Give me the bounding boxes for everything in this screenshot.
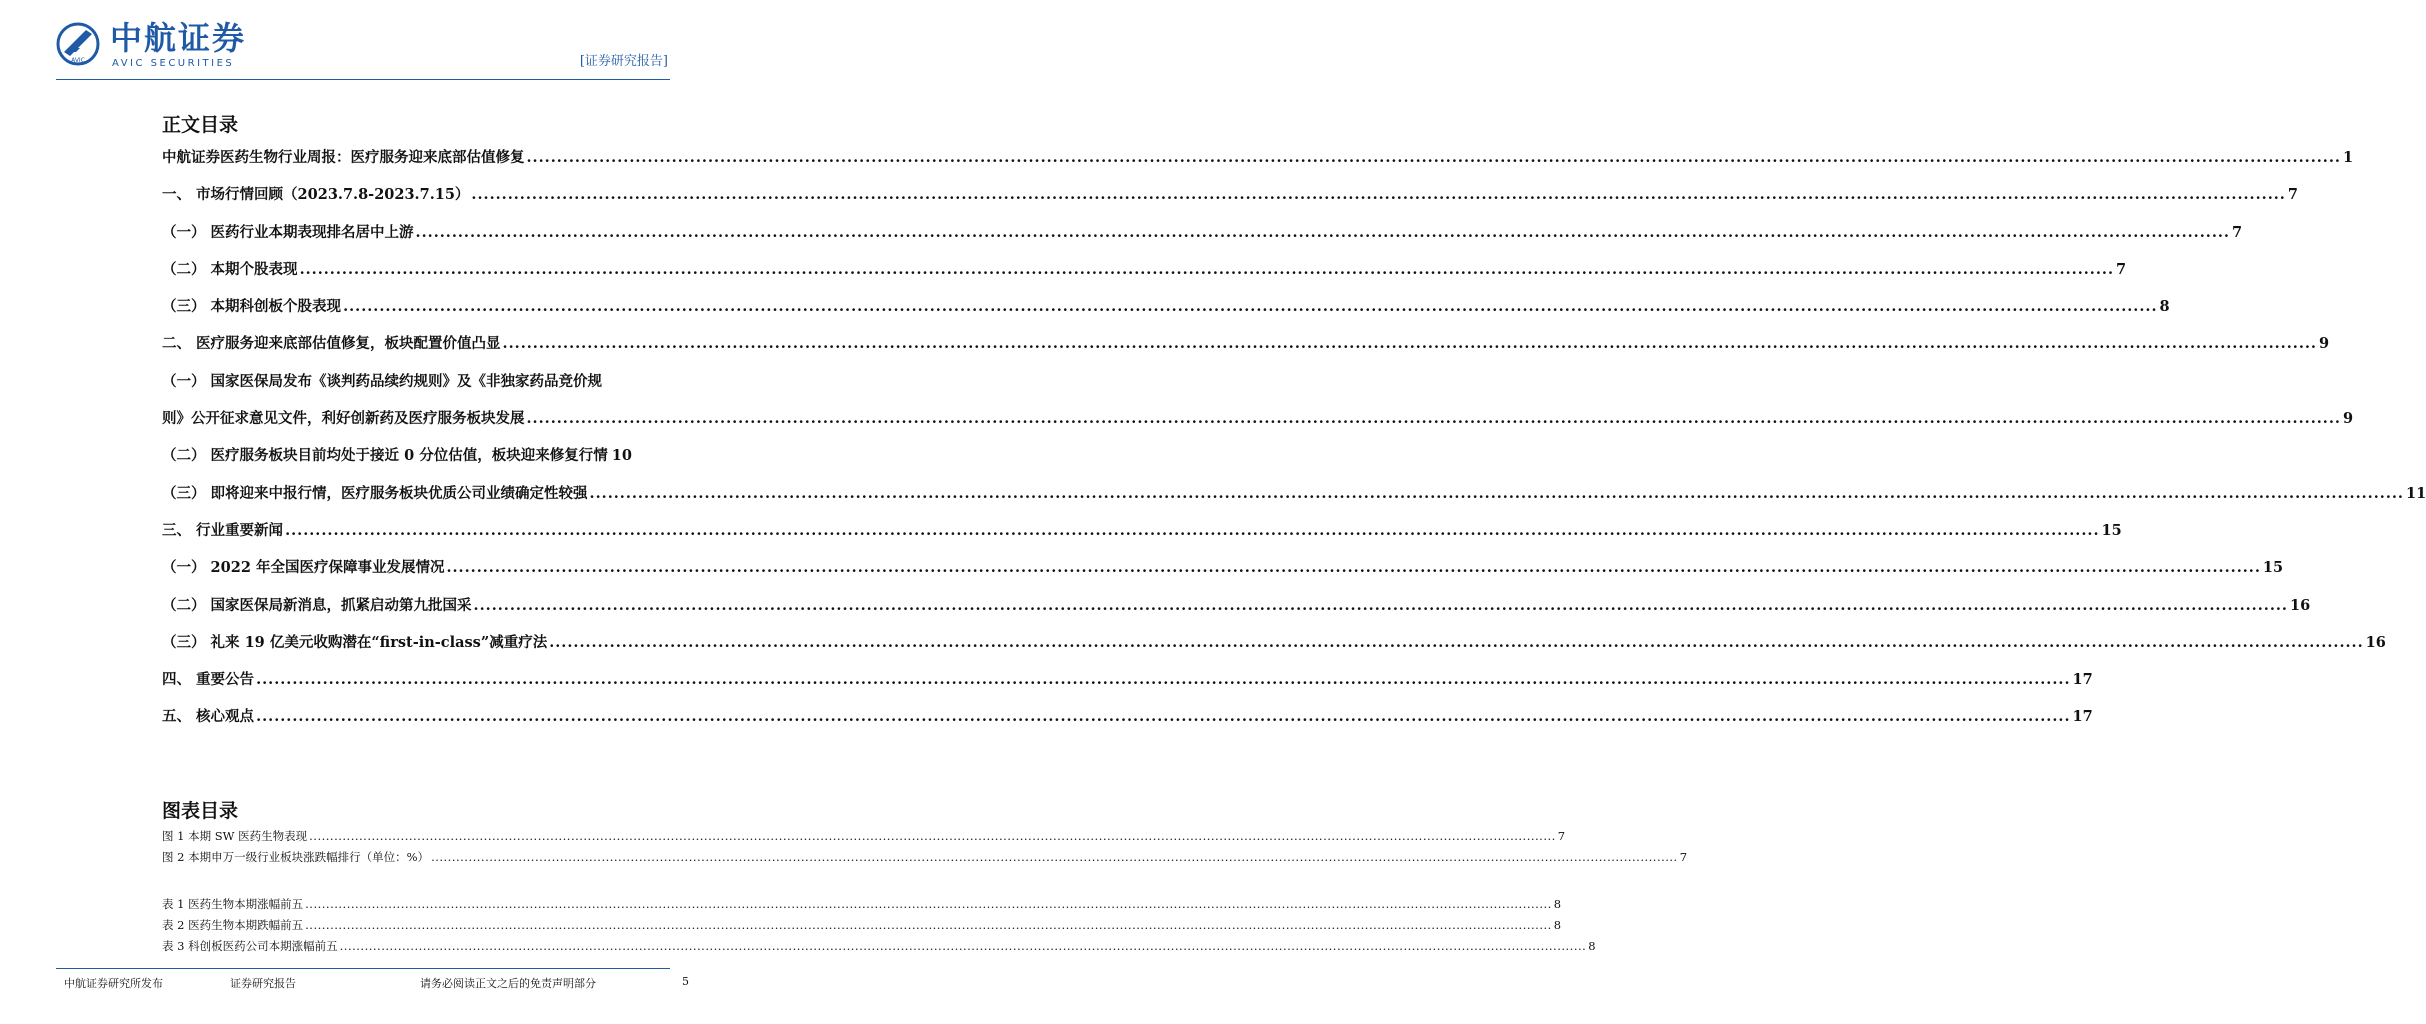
toc-entry[interactable] bbox=[162, 176, 2298, 213]
toc-entry[interactable] bbox=[162, 512, 2122, 549]
entry-page-number: 16 bbox=[2365, 633, 2386, 651]
toc-entry[interactable] bbox=[162, 624, 2386, 661]
entry-title: 表 3 科创板医药公司本期涨幅前五 bbox=[162, 939, 338, 953]
dot-leader: ............................................................................................................................................................................................................................................................................................................ bbox=[502, 335, 2317, 353]
footer-doc-type: 证券研究报告 bbox=[230, 977, 296, 990]
entry-page-number: 1 bbox=[2342, 149, 2354, 166]
footer-disclaimer: 请务必阅读正文之后的免责声明部分 bbox=[420, 977, 596, 990]
entry-page-number: 9 bbox=[2318, 335, 2330, 353]
footer-divider bbox=[56, 968, 670, 969]
entry-page-number: 8 bbox=[1553, 918, 1562, 932]
brand-name-en: AVIC SECURITIES bbox=[112, 58, 235, 69]
entry-title: （二） 国家医保局新消息，抓紧启动第九批国采 bbox=[162, 596, 472, 614]
dot-leader: ............................................................................................................................................................................................................................................................................................................ bbox=[256, 708, 2071, 726]
entry-title: （三） 即将迎来中报行情，医疗服务板块优质公司业绩确定性较强 bbox=[162, 484, 588, 502]
entry-title: （一） 医药行业本期表现排名居中上游 bbox=[162, 223, 414, 241]
entry-page-number: 10 bbox=[611, 447, 632, 465]
dot-leader: ............................................................................................................................................................................................................................................................................................................ bbox=[309, 829, 1556, 843]
report-type-tag: [证券研究报告] bbox=[579, 54, 668, 69]
figures-title: 图表目录 bbox=[162, 800, 239, 822]
footer-publisher: 中航证券研究所发布 bbox=[64, 977, 163, 990]
entry-title: （二） 医疗服务板块目前均处于接近 0 分位估值，板块迎来修复行情 bbox=[162, 447, 608, 465]
dot-leader: ............................................................................................................................................................................................................................................................................................................ bbox=[343, 298, 2158, 316]
entry-title: （二） 本期个股表现 bbox=[162, 260, 298, 278]
entry-title: （三） 礼来 19 亿美元收购潜在“first-in-class”减重疗法 bbox=[162, 633, 548, 651]
toc-entry[interactable] bbox=[162, 549, 2284, 586]
toc-entry[interactable] bbox=[162, 400, 2354, 437]
page-number: 5 bbox=[682, 975, 689, 988]
dot-leader: ............................................................................................................................................................................................................................................................................................................ bbox=[299, 260, 2114, 278]
dot-leader: ............................................................................................................................................................................................................................................................................................................ bbox=[473, 596, 2288, 614]
entry-title: （一） 2022 年全国医疗保障事业发展情况 bbox=[162, 559, 445, 577]
dot-leader: ............................................................................................................................................................................................................................................................................................................ bbox=[549, 633, 2364, 651]
entry-title: 表 2 医药生物本期跌幅前五 bbox=[162, 918, 304, 932]
entry-title: 一、 市场行情回顾（2023.7.8-2023.7.15） bbox=[162, 186, 470, 204]
entry-page-number: 7 bbox=[2116, 260, 2127, 278]
toc-entry[interactable] bbox=[162, 437, 630, 474]
entry-title: 图 1 本期 SW 医药生物表现 bbox=[162, 829, 308, 843]
entry-title: 二、 医疗服务迎来底部估值修复，板块配置价值凸显 bbox=[162, 335, 501, 353]
dot-leader: ............................................................................................................................................................................................................................................................................................................ bbox=[431, 850, 1678, 864]
toc-entry[interactable] bbox=[162, 363, 630, 400]
toc-list bbox=[162, 139, 2426, 736]
entry-page-number: 7 bbox=[1679, 850, 1688, 864]
dot-leader: ............................................................................................................................................................................................................................................................................................................ bbox=[339, 939, 1587, 953]
dot-leader: ............................................................................................................................................................................................................................................................................................................ bbox=[526, 410, 2341, 428]
figure-entry[interactable] bbox=[162, 847, 1688, 868]
dot-leader: ............................................................................................................................................................................................................................................................................................................ bbox=[256, 671, 2071, 689]
figure-entry[interactable] bbox=[162, 915, 1562, 936]
entry-page-number: 8 bbox=[1553, 897, 1562, 911]
toc-entry[interactable] bbox=[162, 139, 2354, 176]
entry-page-number: 15 bbox=[2101, 521, 2122, 539]
dot-leader: ............................................................................................................................................................................................................................................................................................................ bbox=[305, 897, 1552, 911]
dot-leader: ............................................................................................................................................................................................................................................................................................................ bbox=[471, 186, 2286, 204]
entry-title: 图 2 本期申万一级行业板块涨跌幅排行（单位：%） bbox=[162, 850, 430, 864]
entry-title: 则》公开征求意见文件，利好创新药及医疗服务板块发展 bbox=[162, 410, 525, 428]
toc-entry[interactable] bbox=[162, 288, 2170, 325]
brand-name-cn: 中航证券 bbox=[110, 19, 247, 57]
toc-entry[interactable] bbox=[162, 475, 2426, 512]
dot-leader: ............................................................................................................................................................................................................................................................................................................ bbox=[415, 223, 2230, 241]
entry-title: （一） 国家医保局发布《谈判药品续约规则》及《非独家药品竞价规 bbox=[162, 372, 603, 390]
entry-page-number: 16 bbox=[2289, 596, 2311, 614]
entry-page-number: 8 bbox=[1588, 939, 1596, 953]
entry-page-number: 15 bbox=[2262, 559, 2284, 577]
toc-entry[interactable] bbox=[162, 698, 2093, 735]
avic-logo-icon bbox=[56, 22, 100, 66]
entry-page-number: 7 bbox=[1557, 829, 1566, 843]
entry-title: 中航证券医药生物行业周报：医疗服务迎来底部估值修复 bbox=[162, 149, 525, 166]
chart-list bbox=[162, 826, 1688, 868]
dot-leader: ............................................................................................................................................................................................................................................................................................................ bbox=[589, 484, 2404, 502]
dot-leader: ............................................................................................................................................................................................................................................................................................................ bbox=[446, 559, 2261, 577]
entry-title: 表 1 医药生物本期涨幅前五 bbox=[162, 897, 304, 911]
entry-title: 三、 行业重要新闻 bbox=[162, 521, 284, 539]
dot-leader: ............................................................................................................................................................................................................................................................................................................ bbox=[285, 521, 2100, 539]
entry-title: 四、 重要公告 bbox=[162, 671, 255, 689]
figure-entry[interactable] bbox=[162, 894, 1562, 915]
entry-title: （三） 本期科创板个股表现 bbox=[162, 298, 342, 316]
entry-page-number: 9 bbox=[2342, 410, 2354, 428]
header-divider bbox=[56, 79, 670, 80]
entry-page-number: 7 bbox=[2287, 186, 2298, 204]
entry-page-number: 7 bbox=[2231, 223, 2243, 241]
page-header bbox=[0, 0, 724, 82]
table-list bbox=[162, 894, 1596, 957]
toc-entry[interactable] bbox=[162, 251, 2127, 288]
toc-entry[interactable] bbox=[162, 214, 2243, 251]
figure-entry[interactable] bbox=[162, 936, 1596, 957]
entry-page-number: 11 bbox=[2405, 484, 2426, 502]
entry-page-number: 17 bbox=[2072, 671, 2093, 689]
logo-badge: AVIC bbox=[71, 57, 85, 64]
dot-leader: ............................................................................................................................................................................................................................................................................................................ bbox=[526, 149, 2341, 166]
toc-entry[interactable] bbox=[162, 587, 2311, 624]
entry-page-number: 8 bbox=[2159, 298, 2170, 316]
figure-entry[interactable] bbox=[162, 826, 1566, 847]
entry-title: 五、 核心观点 bbox=[162, 708, 255, 726]
toc-entry[interactable] bbox=[162, 661, 2093, 698]
toc-entry[interactable] bbox=[162, 325, 2330, 362]
entry-page-number: 17 bbox=[2072, 708, 2093, 726]
toc-title: 正文目录 bbox=[162, 114, 239, 136]
dot-leader: ............................................................................................................................................................................................................................................................................................................ bbox=[305, 918, 1552, 932]
